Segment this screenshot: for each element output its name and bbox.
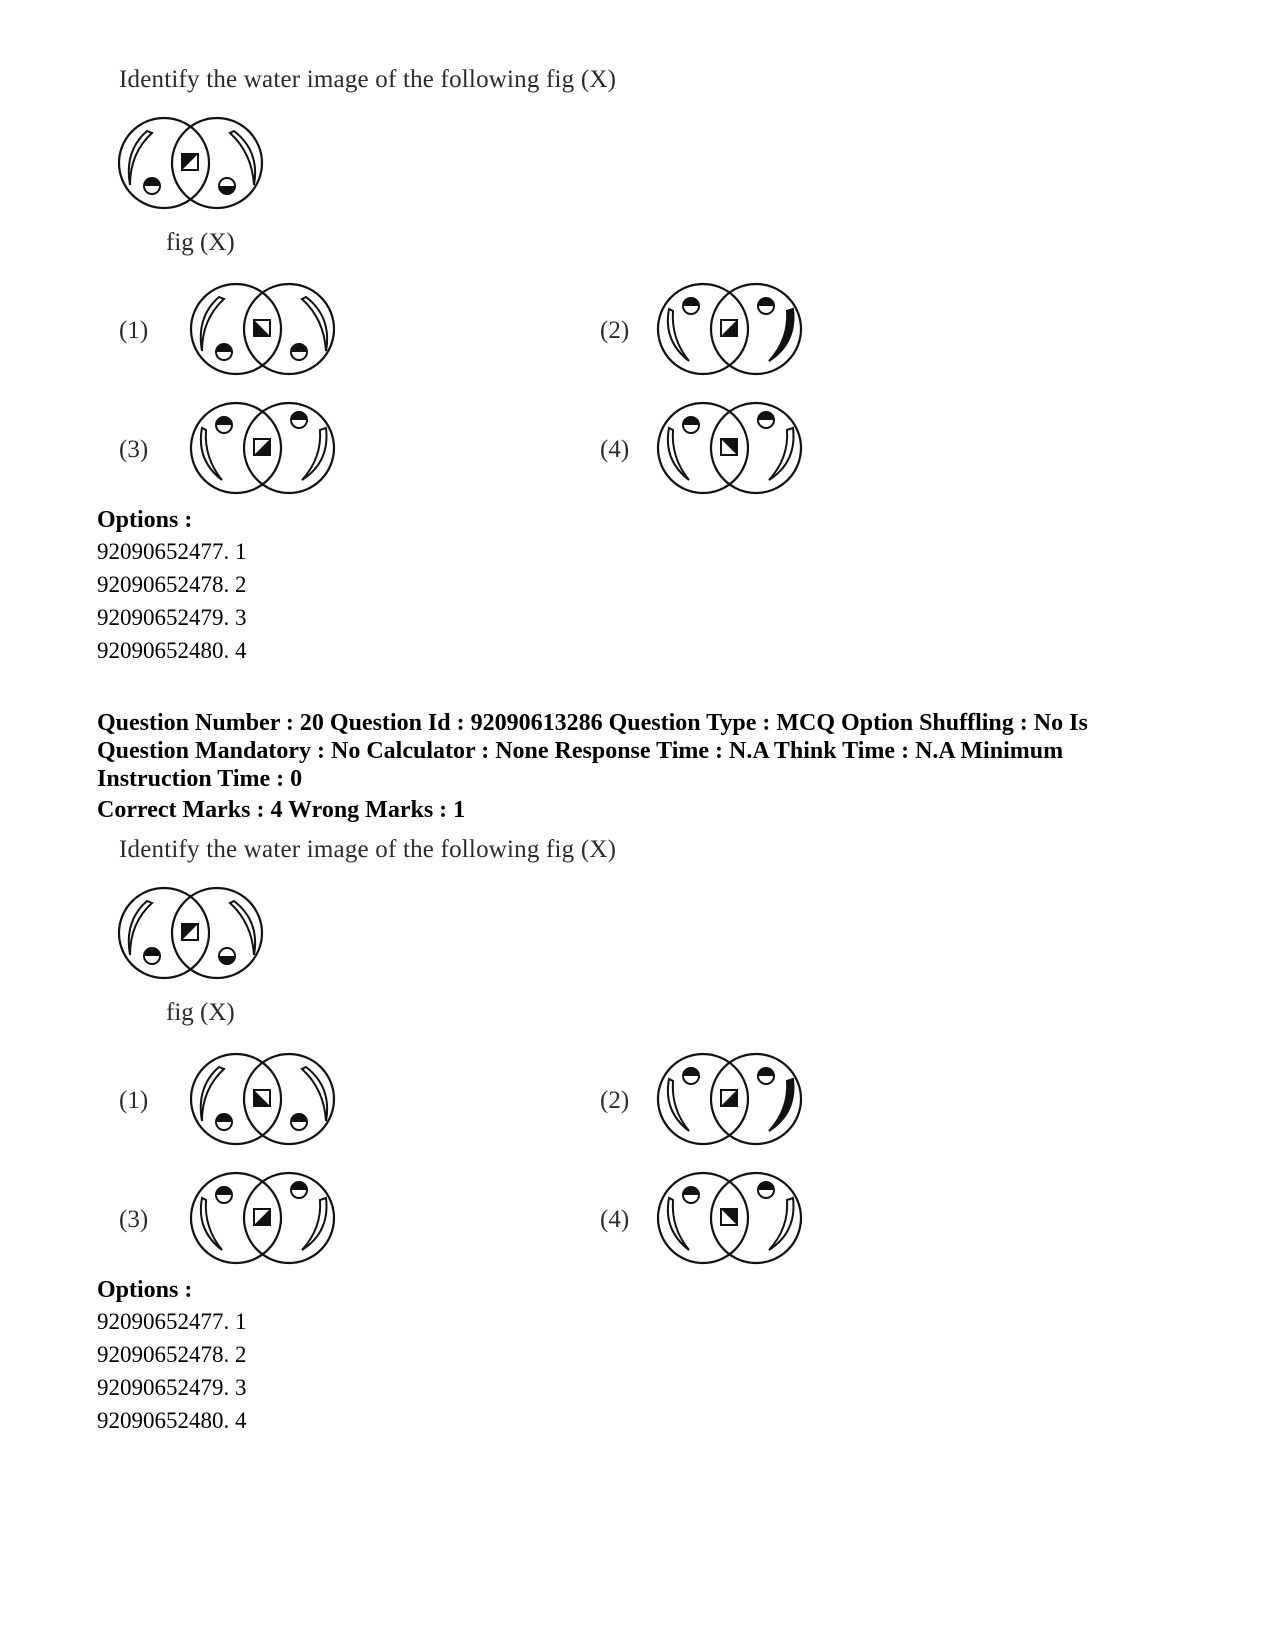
figure-caption: fig (X) [166,229,235,256]
option-list [97,535,247,667]
option-item-3[interactable]: 92090652479. 3 [97,605,247,630]
choice-figure-2 [651,1049,811,1149]
option-item-1[interactable]: 92090652477. 1 [97,1309,247,1334]
choice-label-2: (2) [600,317,630,344]
question-meta [97,709,1187,793]
choice-label-3: (3) [119,1206,149,1233]
option-list [97,1305,247,1437]
choice-figure-1 [184,279,344,379]
choice-figure-2 [651,279,811,379]
options-heading: Options : [97,1277,193,1303]
options-heading: Options : [97,507,193,533]
option-item-2[interactable]: 92090652478. 2 [97,1342,247,1367]
choice-label-1: (1) [119,317,149,344]
question-meta-line-2: Question Mandatory : No Calculator : None Response Time : N.A Think Time : N.A Minimum [97,738,1064,764]
question-text: Identify the water image of the following fig (X) [119,66,617,93]
option-item-1[interactable]: 92090652477. 1 [97,539,247,564]
option-item-3[interactable]: 92090652479. 3 [97,1375,247,1400]
question-meta-line-3: Instruction Time : 0 [97,766,303,792]
choice-figure-1 [184,1049,344,1149]
choice-label-1: (1) [119,1087,149,1114]
choice-figure-3 [184,398,344,498]
choice-figure-3 [184,1168,344,1268]
figure-x-image [112,113,272,213]
question-text: Identify the water image of the following fig (X) [119,836,617,863]
option-item-2[interactable]: 92090652478. 2 [97,572,247,597]
marks-line: Correct Marks : 4 Wrong Marks : 1 [97,797,466,823]
option-item-4[interactable]: 92090652480. 4 [97,638,247,663]
option-item-4[interactable]: 92090652480. 4 [97,1408,247,1433]
figure-caption: fig (X) [166,999,235,1026]
choice-label-4: (4) [600,1206,630,1233]
figure-x-image [112,883,272,983]
choice-figure-4 [651,398,811,498]
choice-label-3: (3) [119,436,149,463]
choice-label-2: (2) [600,1087,630,1114]
question-meta-line-1: Question Number : 20 Question Id : 92090613286 Question Type : MCQ Option Shuffling : No Is [97,710,1088,736]
choice-figure-4 [651,1168,811,1268]
choice-label-4: (4) [600,436,630,463]
